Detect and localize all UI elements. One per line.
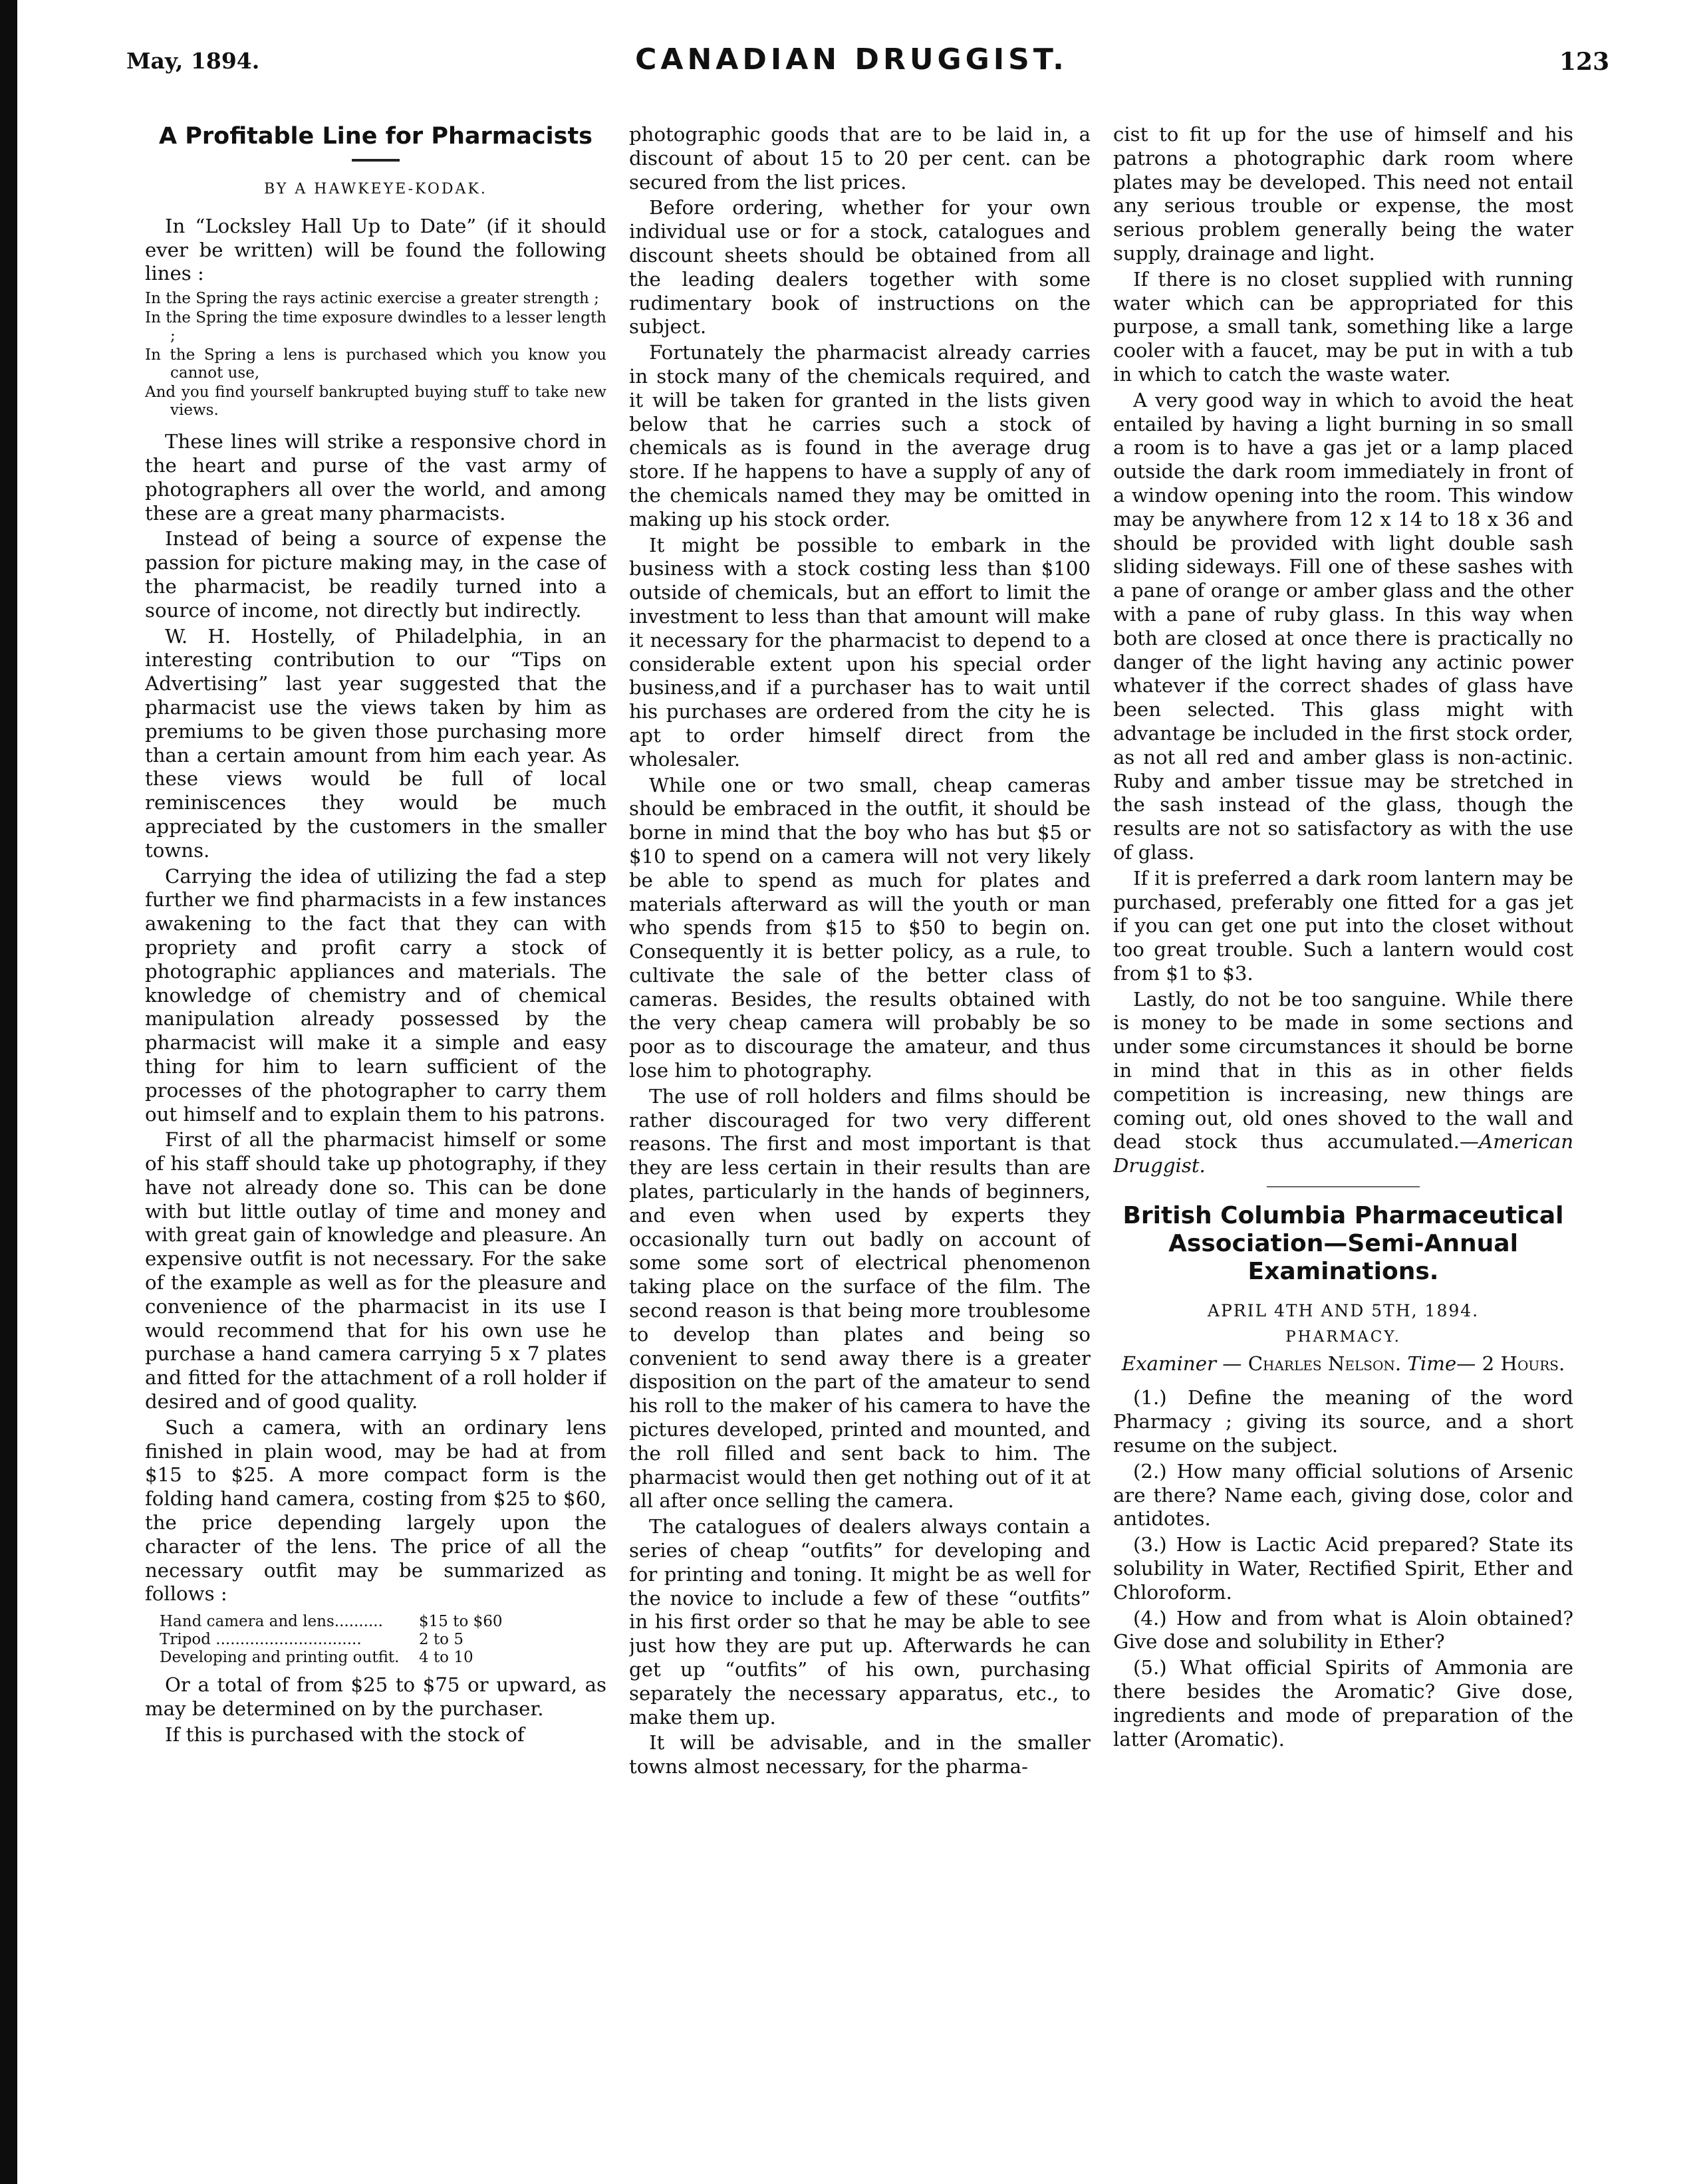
title-rule [352,159,400,162]
price-list [160,1613,606,1667]
price-row [160,1631,606,1649]
byline: BY A HAWKEYE-KODAK. [264,181,487,197]
paragraph: It might be possible to embark in the business with a stock costing less than $100 outside of chemicals, but an effort to limit the investment to less than that amount will make it necessary for the pharmacist to depend to a considerable extent upon his special order business,and if a purchaser has to wait until his purchases are ordered from the city he is apt to order himself direct from the wholesaler. [629,533,1091,771]
final-text: Lastly, do not be too sanguine. While there is money to be made in some sections and under some circumstances it should be borne in mind that in this as in other fields competition is increasing, new things are coming out, old ones shoved to the wall and dead stock thus accumulated.— [1113,987,1573,1153]
continued-paragraph: photographic goods that are to be laid in, a discount of about 15 to 20 per cent. can be secured from the list prices. [629,123,1091,193]
price-row [160,1649,606,1667]
poem-line: In the Spring a lens is purchased which you know you cannot use, [145,346,606,382]
paragraph: Fortunately the pharmacist already carries in stock many of the chemicals required, and it will be taken for granted in the lists given below that he carries such a stock of chemicals as is found in the average drug store. If he happens to have a supply of any of the chemicals named they may be omitted in making up his stock order. [629,341,1091,531]
paragraph: First of all the pharmacist himself or some of his staff should take up photography, if they have not already done so. This can be done with but little outlay of time and money and with great gain of knowledge and pleasure. An expensive outfit is not necessary. For the sake of the example as well as for the pleasure and convenience of the pharmacist in its use I would recommend that for his own use he purchase a hand camera carrying 5 x 7 plates and fitted for the attachment of a roll holder if desired and of good quality. [145,1128,606,1413]
paragraph: Instead of being a source of expense the passion for picture making may, in the case of the pharmacist, be readily turned into a source of income, not directly but indirectly. [145,527,606,622]
price-item: Hand camera and lens.......... [160,1613,383,1631]
price-item: Tripod .............................. [160,1631,362,1649]
final-paragraph [1113,988,1573,1178]
paragraph: While one or two small, cheap cameras should be embraced in the outfit, it should be borne in mind that the boy who has but $5 or $10 to spend on a camera will not very likely be able to spend as much for plates and materials afterward as will the youth or man who spends from $15 to $50 to begin on. Consequently it is better policy, as a rule, to cultivate the sale of the better class of cameras. Besides, the results obtained with the very cheap camera will probably be so poor as to discourage the amateur, and thus lose him to photography. [629,773,1091,1082]
price-value: $15 to $60 [419,1613,503,1631]
examiner-name: Charles Nelson. [1247,1352,1402,1375]
price-item: Developing and printing outfit. [160,1649,400,1667]
section-title: British Columbia Pharmaceutical Association—Semi-Annual Examinations. [1122,1202,1564,1286]
poem-line: In the Spring the time exposure dwindles to a lesser length ; [145,309,606,345]
section-divider [1267,1186,1420,1187]
exam-question: (2.) How many official solutions of Arsenic are there? Name each, giving dose, color and antidotes. [1113,1459,1573,1530]
column-2 [629,123,1091,2144]
paragraph: Such a camera, with an ordinary lens finished in plain wood, may be had at from $15 to $25. A more compact form is the folding hand camera, costing from $25 to $60, the price depending largely upon the character of the lens. The price of all the necessary outfit may be summarized as follows : [145,1415,606,1606]
poem-line: And you find yourself bankrupted buying stuff to take new views. [145,384,606,420]
intro-paragraph: In “Locksley Hall Up to Date” (if it should ever be written) will be found the following lines : [145,214,606,285]
poem [145,290,606,420]
paragraph: If this is purchased with the stock of [165,1723,525,1746]
continued-paragraph: cist to fit up for the use of himself and his patrons a photographic dark room where plates may be developed. This need not entail any serious trouble or expense, the most serious problem generally being the water supply, drainage and light. [1113,123,1573,265]
price-value: 4 to 10 [419,1649,473,1667]
price-row [160,1613,606,1631]
paragraph: Or a total of from $25 to $75 or upward, as may be determined on by the purchaser. [145,1673,606,1721]
page-header [0,39,1703,92]
paragraph: A very good way in which to avoid the heat entailed by having a light burning in so small a room is to have a gas jet or a lamp placed outside the dark room immediately in front of a window opening into the room. This window may be anywhere from 12 x 14 to 18 x 36 and should be provided with light double sash sliding sideways. Fill one of these sashes with a pane of orange or amber glass and the other with a pane of ruby glass. In this way when both are closed at once there is practically no danger of the light having any actinic power whatever if the correct shades of glass have been selected. This glass might with advantage be included in the first stock order, as not all red and amber glass is non-actinic. Ruby and amber tissue may be stretched in the sash instead of the glass, though the results are not so satisfactory as with the use of glass. [1113,388,1573,864]
examiner-label: Examiner — [1121,1352,1242,1375]
paragraph: If there is no closet supplied with running water which can be appropriated for this purpose, a small tank, something like a large cooler with a faucet, may be put in with a tub in which to catch the waste water. [1113,267,1573,386]
paragraph: These lines will strike a responsive chord in the heart and purse of the vast army of photographers all over the world, and among these are a great many pharmacists. [145,430,606,525]
poem-line: In the Spring the rays actinic exercise a greater strength ; [145,290,599,308]
article-title: A Profitable Line for Pharmacists [158,123,593,150]
exam-date: APRIL 4TH AND 5TH, 1894. [1207,1301,1480,1321]
paragraph: Before ordering, whether for your own individual use or for a stock, catalogues and discount sheets should be obtained from all the leading dealers together with some rudimentary book of instructions on the subject. [629,196,1091,338]
page-number: 123 [1559,48,1610,76]
paragraph: Carrying the idea of utilizing the fad a step further we find pharmacists in a few instances awakening to the fact that they can with propriety and profit carry a stock of photographic appliances and materials. The knowledge of chemistry and of chemical manipulation already possessed by the pharmacist will make it a simple and easy thing for him to learn sufficient of the processes of the photographer to carry them out himself and to explain them to his patrons. [145,864,606,1126]
paragraph: The use of roll holders and films should be rather discouraged for two very different reasons. The first and most important is that they are less certain in their results than are plates, particularly in the hands of beginners, and even when used by experts they occasionally turn out badly on account of some some sort of electrical phenomenon taking place on the surface of the film. The second reason is that being more troublesome to develop than plates and being so convenient to send away there is a greater disposition on the part of the amateur to send his roll to the maker of his camera to have the pictures developed, printed and mounted, and the roll filled and sent back to him. The pharmacist would then get nothing out of it at all after once selling the camera. [629,1084,1091,1513]
examiner-line [1113,1352,1573,1376]
time-value: 2 Hours. [1482,1352,1565,1375]
masthead: CANADIAN DRUGGIST. [635,43,1068,76]
exam-question: (3.) How is Lactic Acid prepared? State its solubility in Water, Rectified Spirit, Ether and Chloroform. [1113,1533,1573,1604]
paragraph: The catalogues of dealers always contain a series of cheap “outfits” for developing and for printing and toning. It might be as well for the novice to include a few of these “outfits” in his first order so that he may be able to see just how they are put up. Afterwards he can get up “outfits” of his own, purchasing separately the necessary apparatus, etc., to make them up. [629,1515,1091,1729]
exam-subject: PHARMACY. [1285,1328,1401,1346]
issue-date: May, 1894. [126,48,260,74]
exam-question: (5.) What official Spirits of Ammonia are there besides the Aromatic? Give dose, ingredients and mode of preparation of the latter (Aromatic). [1113,1656,1573,1751]
scan-edge-bar [0,0,17,2184]
time-label: Time— [1407,1352,1476,1375]
paragraph: W. H. Hostelly, of Philadelphia, in an interesting contribution to our “Tips on Advertising” last year suggested that the pharmacist use the views taken by him as premiums to be given those purchasing more than a certain amount from him each year. As these views would be full of local reminiscences they would be much appreciated by the customers in the smaller towns. [145,624,606,862]
price-value: 2 to 5 [419,1631,463,1649]
source-credit: American Druggist. [1113,1130,1573,1177]
exam-question: (4.) How and from what is Aloin obtained? Give dose and solubility in Ether? [1113,1606,1573,1653]
column-1 [145,123,606,2144]
paragraph: It will be advisable, and in the smaller towns almost necessary, for the pharma- [629,1731,1091,1778]
exam-question: (1.) Define the meaning of the word Pharmacy ; giving its source, and a short resume on the subject. [1113,1386,1573,1457]
paragraph: If it is preferred a dark room lantern may be purchased, preferably one fitted for a gas jet if you can get one put into the closet without too great trouble. Such a lantern would cost from $1 to $3. [1113,866,1573,985]
column-3 [1113,123,1573,2144]
